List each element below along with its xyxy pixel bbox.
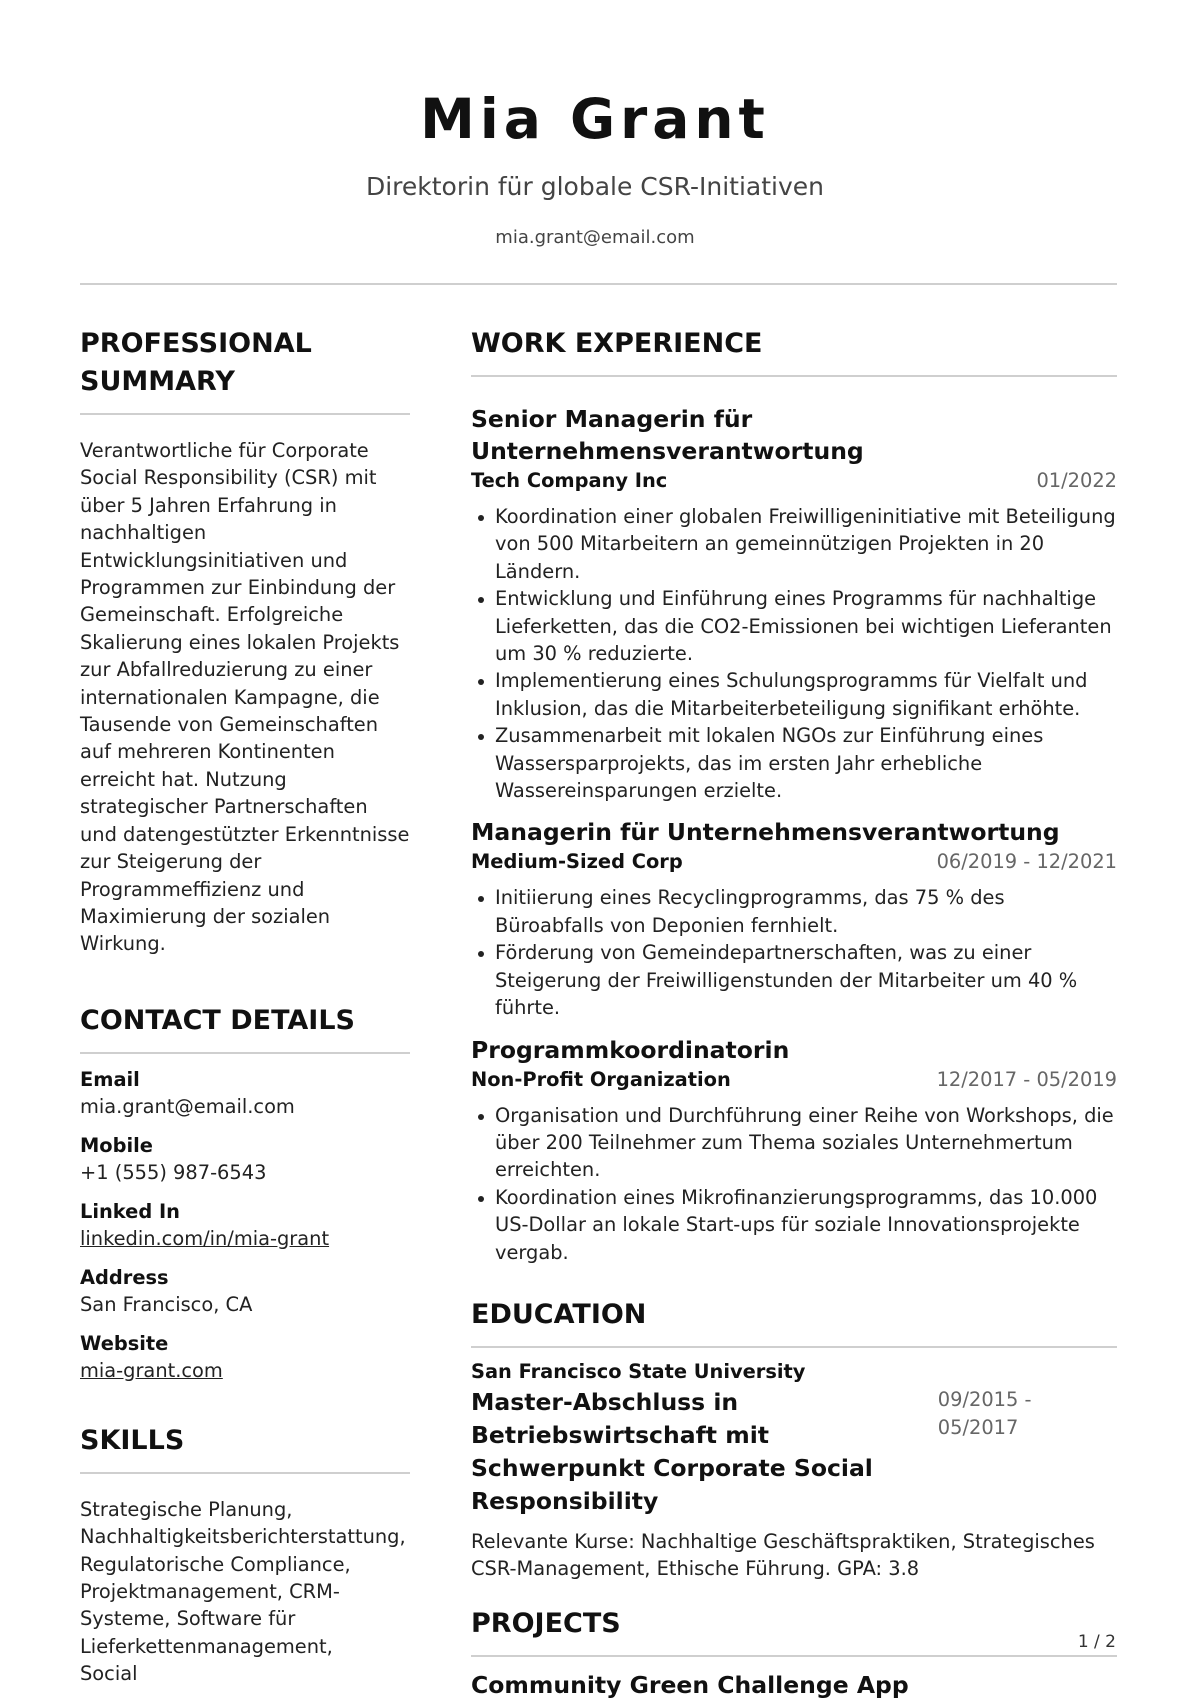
right-column xyxy=(471,325,1117,1701)
job-entry xyxy=(471,816,1117,1021)
job-bullets xyxy=(471,503,1117,804)
contact-address xyxy=(80,1264,410,1318)
header-divider xyxy=(80,283,1117,285)
bullet-item: Initiierung eines Recyclingprogramms, das 75 % des Büroabfalls von Deponien fernhielt. xyxy=(495,884,1117,939)
contact-label: Linked In xyxy=(80,1199,180,1223)
bullet-item: Organisation und Durchführung einer Reihe von Workshops, die über 200 Teilnehmer zum Thema soziales Unternehmertum erreichten. xyxy=(495,1102,1117,1184)
company-name: Tech Company Inc xyxy=(471,469,668,492)
header-email[interactable]: mia.grant@email.com xyxy=(495,227,695,248)
contact-heading: CONTACT DETAILS xyxy=(80,1004,355,1036)
candidate-name: Mia Grant xyxy=(420,87,770,151)
contact-label: Email xyxy=(80,1067,140,1091)
education-meta xyxy=(471,1386,1117,1518)
education-dates: 09/2015 - 05/2017 xyxy=(937,1387,1032,1439)
website-link[interactable]: mia-grant.com xyxy=(80,1358,223,1382)
skills-heading: SKILLS xyxy=(80,1424,185,1456)
contact-label: Mobile xyxy=(80,1133,153,1157)
bullet-item: Zusammenarbeit mit lokalen NGOs zur Einführung eines Wassersparprojekts, das im ersten Jahr erhebliche Wassereinsparungen erzielte. xyxy=(495,722,1117,804)
contact-label: Website xyxy=(80,1331,169,1355)
summary-text: Verantwortliche für Corporate Social Responsibility (CSR) mit über 5 Jahren Erfahrung in nachhaltigen Entwicklungsinitiativen und Programmen zur Einbindung der Gemeinschaft. Erfolgreiche Skalierung eines lokalen Projekts zur Abfallreduzierung zu einer internationalen Kampagne, die Tausende von Gemeinschaften auf mehreren Kontinenten erreicht hat. Nutzung strategischer Partnerschaften und datengestützter Erkenntnisse zur Steigerung der Programmeffizienz und Maximierung der sozialen Wirkung. xyxy=(80,439,410,956)
project-title: Community Green Challenge App xyxy=(471,1670,909,1699)
bullet-item: Entwicklung und Einführung eines Programms für nachhaltige Lieferketten, das die CO2-Emissionen bei wichtigen Lieferanten um 30 % reduzierte. xyxy=(495,585,1117,667)
degree-title: Master-Abschluss in Betriebswirtschaft mit Schwerpunkt Corporate Social Responsibility xyxy=(471,1387,873,1515)
education-description: Relevante Kurse: Nachhaltige Geschäftspraktiken, Strategisches CSR-Management, Ethische Führung. GPA: 3.8 xyxy=(471,1529,1095,1581)
contact-address-value: San Francisco, CA xyxy=(80,1292,253,1316)
job-dates: 01/2022 xyxy=(1036,469,1117,492)
school-name: San Francisco State University xyxy=(471,1359,806,1383)
bullet-item: Förderung von Gemeindepartnerschaften, was zu einer Steigerung der Freiwilligenstunden der Mitarbeiter um 40 % führte. xyxy=(495,939,1117,1021)
job-dates: 06/2019 - 12/2021 xyxy=(936,850,1117,874)
contact-website xyxy=(80,1330,410,1384)
linkedin-link[interactable]: linkedin.com/in/mia-grant xyxy=(80,1226,330,1250)
candidate-title: Direktorin für globale CSR-Initiativen xyxy=(365,172,825,201)
experience-section xyxy=(471,325,1117,1266)
education-section xyxy=(471,1296,1117,1583)
section-divider xyxy=(471,1655,1117,1657)
job-bullets xyxy=(471,884,1117,1021)
job-title: Senior Managerin für Unternehmensverantwortung xyxy=(471,405,864,465)
skills-text: Strategische Planung, Nachhaltigkeitsberichterstattung, Regulatorische Compliance, Projektmanagement, CRM-Systeme, Software für Lieferkettenmanagement, Social xyxy=(80,1497,406,1686)
company-name: Non-Profit Organization xyxy=(471,1067,731,1091)
summary-heading: PROFESSIONAL SUMMARY xyxy=(80,328,312,397)
job-entry xyxy=(471,1034,1117,1266)
skills-section xyxy=(80,1422,410,1688)
bullet-item: Implementierung eines Schulungsprogramms für Vielfalt und Inklusion, das die Mitarbeiterbeteiligung signifikant erhöhte. xyxy=(495,667,1117,722)
section-divider xyxy=(471,1346,1117,1348)
contact-mobile xyxy=(80,1132,410,1186)
job-bullets xyxy=(471,1102,1117,1266)
job-entry xyxy=(471,403,1117,804)
section-divider xyxy=(471,375,1117,377)
education-heading: EDUCATION xyxy=(471,1298,647,1330)
projects-section xyxy=(471,1605,1117,1701)
contact-linkedin xyxy=(80,1198,410,1252)
projects-heading: PROJECTS xyxy=(471,1607,621,1639)
contact-label: Address xyxy=(80,1265,169,1289)
job-meta xyxy=(471,848,1117,876)
section-divider xyxy=(80,1472,410,1474)
section-divider xyxy=(80,1052,410,1054)
job-meta xyxy=(471,467,1117,495)
page-number: 1 / 2 xyxy=(1077,1632,1116,1652)
job-title: Programmkoordinatorin xyxy=(471,1035,790,1064)
contact-email-value[interactable]: mia.grant@email.com xyxy=(80,1094,295,1118)
bullet-item: Koordination eines Mikrofinanzierungsprogramms, das 10.000 US-Dollar an lokale Start-ups für soziale Innovationsprojekte vergab. xyxy=(495,1184,1117,1266)
contact-email xyxy=(80,1066,410,1120)
contact-section xyxy=(80,1002,410,1384)
summary-section xyxy=(80,325,410,958)
section-divider xyxy=(80,413,410,415)
experience-heading: WORK EXPERIENCE xyxy=(471,328,763,359)
contact-mobile-value: +1 (555) 987-6543 xyxy=(80,1160,267,1184)
bullet-item: Koordination einer globalen Freiwilligeninitiative mit Beteiligung von 500 Mitarbeitern an gemeinnützigen Projekten in 20 Ländern. xyxy=(495,503,1117,585)
job-title: Managerin für Unternehmensverantwortung xyxy=(471,818,1060,847)
job-meta xyxy=(471,1066,1117,1094)
company-name: Medium-Sized Corp xyxy=(471,850,683,874)
left-column xyxy=(80,325,410,1688)
job-dates: 12/2017 - 05/2019 xyxy=(936,1067,1117,1091)
